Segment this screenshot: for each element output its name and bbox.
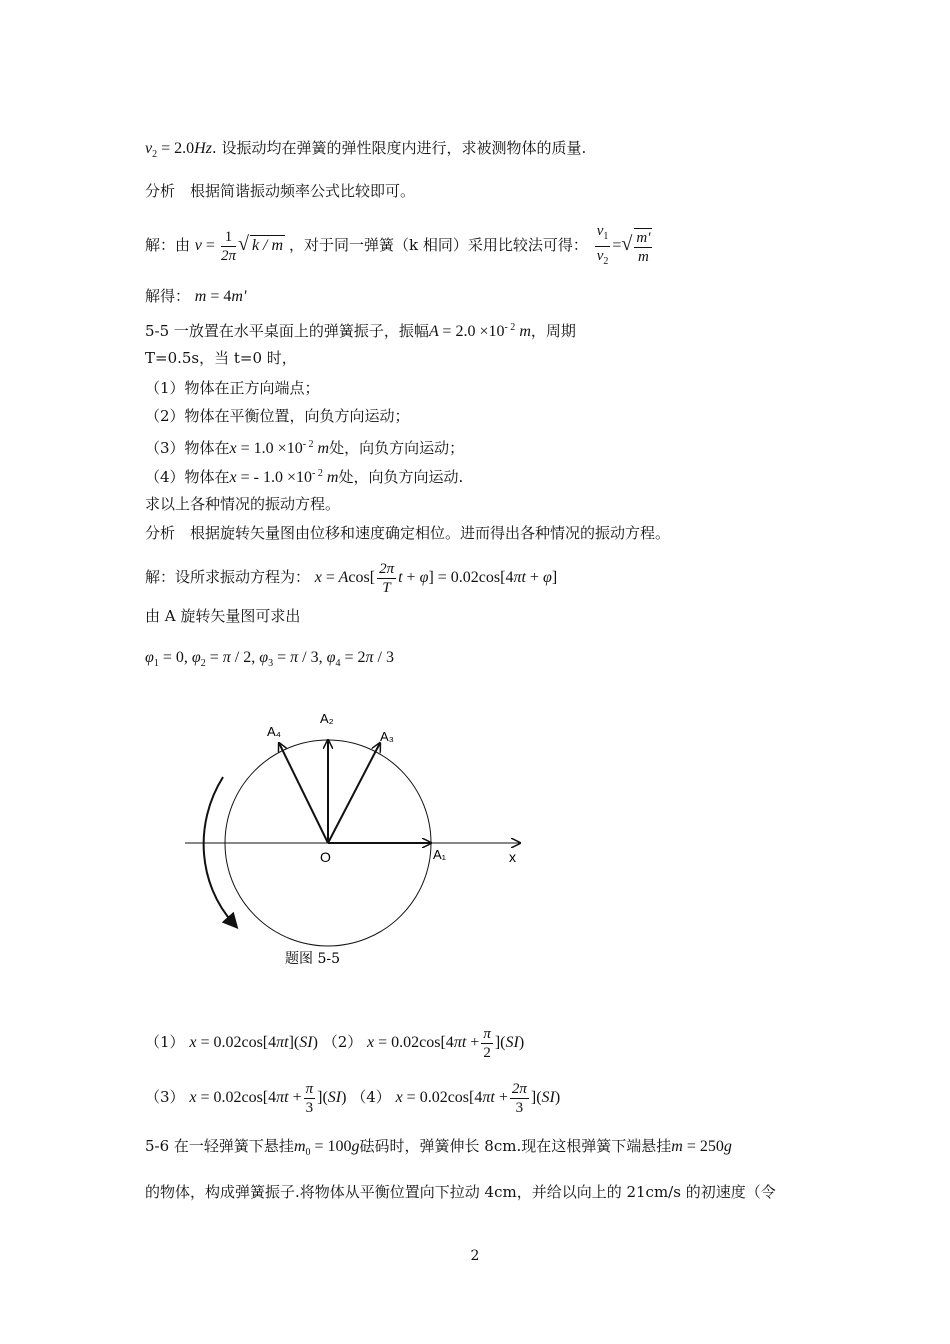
- formula-frequency: ν = $\frac{1}{2\pi}$ √ k / m: [194, 229, 284, 264]
- vector-a4: [279, 743, 328, 843]
- formula-vibration: x = Acos[ $\frac{2\pi}{T}$ t + φ] = 0.02cos[4πt + φ]: [314, 561, 558, 596]
- analysis-text: 分析 根据简谐振动频率公式比较即可。: [145, 182, 416, 200]
- formula: $\nu_2 = 2.0Hz$: [145, 140, 212, 160]
- formula: $x = 1.0 \times 10^{- 2}$ m: [229, 439, 330, 457]
- text-line: $\nu_2 = 2.0Hz$. 设振动均在弹簧的弹性限度内进行，求被测物体的质量.: [145, 139, 587, 160]
- vector-a3: [328, 743, 380, 843]
- page-number: 2: [470, 1248, 480, 1264]
- formula: $\varphi_1 = 0$, $\varphi_2 = \pi / 2$, $\varphi_3 = \pi / 3$, $\varphi_4 = 2\pi / 3$: [145, 649, 394, 669]
- rotation-arrow: [204, 777, 233, 923]
- text-line: （2）物体在平衡位置，向负方向运动；: [145, 407, 410, 425]
- formula: m = 4m': [194, 288, 247, 305]
- label-a4: A₄: [267, 724, 281, 739]
- solution-line: 解：设所求振动方程为： x = Acos[ $\frac{2\pi}{T}$ t + φ] = 0.02cos[4πt + φ]: [145, 561, 558, 596]
- formula: m = 250g: [671, 1138, 732, 1155]
- formula: x = 0.02cos[4πt + $\frac{\pi}{2}$ ](SI): [367, 1026, 525, 1061]
- text-line: （3）物体在$x = 1.0 \times 10^{- 2}$ m处，向负方向运动；: [145, 439, 465, 457]
- text-line: T=0.5s，当 t=0 时，: [145, 349, 297, 367]
- equation-line: （3） x = 0.02cos[4πt + $\frac{\pi}{3}$ ](SI) （4） x = 0.02cos[4πt + $\frac{2\pi}{3}$ ](SI): [145, 1081, 561, 1116]
- figure-caption: 题图 5-5: [285, 951, 340, 967]
- formula: $m_0 = 100g$: [293, 1138, 360, 1158]
- text-line: 的物体，构成弹簧振子.将物体从平衡位置向下拉动 4cm，并给以向上的 21cm/s 的初速度（令: [145, 1183, 776, 1201]
- analysis-text: 分析 根据旋转矢量图由位移和速度确定相位。进而得出各种情况的振动方程。: [145, 524, 671, 542]
- text-line: （4）物体在x = - $1.0 \times 10^{- 2}$ m处，向负方向运动.: [145, 468, 464, 486]
- label-a2: A₂: [320, 711, 334, 726]
- text-line: （1）物体在正方向端点；: [145, 379, 320, 397]
- formula: x = 0.02cos[4πt + $\frac{\pi}{3}$ ](SI): [189, 1081, 347, 1116]
- phase-values: [145, 647, 394, 674]
- x-axis-label: x: [509, 849, 516, 865]
- formula: x = - $1.0 \times 10^{- 2}$ m: [229, 468, 339, 486]
- text-line: 求以上各种情况的振动方程。: [145, 495, 341, 513]
- solution-line: 解：由 ν = $\frac{1}{2\pi}$ √ k / m ，对于同一弹簧（k 相同）采用比较法可得： $\frac{\nu_1}{\nu_2}$ =√ $\frac{m'}{m}$: [145, 222, 654, 271]
- result-line: 解得： m = 4m': [145, 287, 247, 305]
- formula: $A = 2.0 \times 10^{- 2}$ m: [428, 322, 531, 340]
- label-a3: A₃: [380, 729, 394, 744]
- label-a1: A₁: [433, 847, 447, 862]
- rotating-vector-diagram: [175, 705, 535, 975]
- origin-label: O: [320, 849, 331, 865]
- text-line: 由 A 旋转矢量图可求出: [145, 607, 301, 625]
- formula-ratio: $\frac{\nu_1}{\nu_2}$ =√ $\frac{m'}{m}$: [596, 223, 651, 267]
- formula: x = 0.02cos[4πt](SI): [189, 1034, 318, 1052]
- problem-line: 5-5 一放置在水平桌面上的弹簧振子，振幅$A = 2.0 \times 10^{- 2}$ m，周期: [145, 322, 576, 340]
- problem-line: 5-6 在一轻弹簧下悬挂$m_0 = 100g$砝码时，弹簧伸长 8cm.现在这根弹簧下端悬挂m = 250g: [145, 1137, 732, 1158]
- formula: x = 0.02cos[4πt + $\frac{2\pi}{3}$ ](SI): [395, 1081, 561, 1116]
- equation-line: （1） x = 0.02cos[4πt](SI) （2） x = 0.02cos[4πt + $\frac{\pi}{2}$ ](SI): [145, 1026, 525, 1061]
